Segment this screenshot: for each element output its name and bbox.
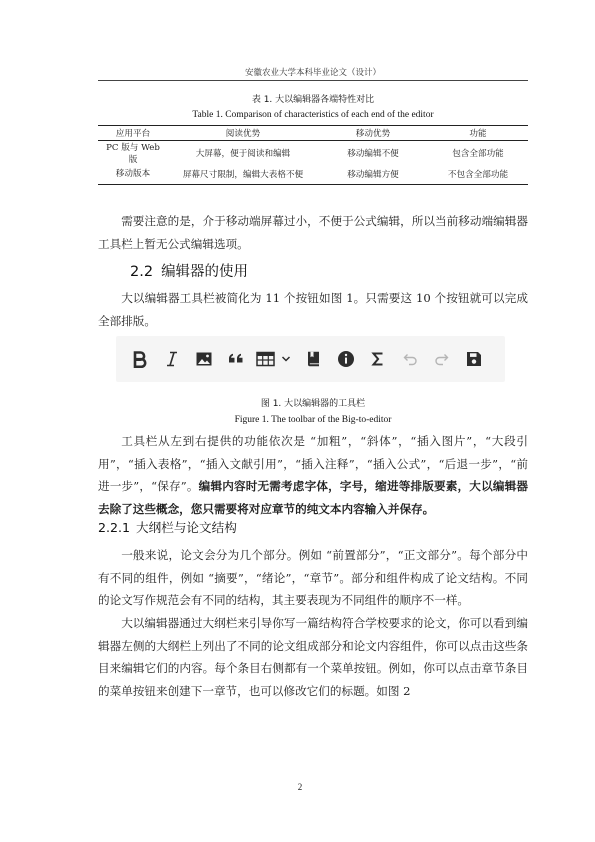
- paragraph-toolbar-functions: [98, 430, 528, 520]
- subsection-heading: [98, 517, 243, 536]
- section-heading: [130, 260, 256, 281]
- section-number: 2.2: [130, 264, 154, 280]
- table-cell: PC 版与 Web 版: [106, 143, 160, 165]
- table-cell: 屏幕尺寸限制，编辑大表格不便: [168, 168, 318, 185]
- paragraph-toolbar-intro: 大以编辑器工具栏被简化为 11 个按钮如图 1。只需要这 10 个按钮就可以完成全部排版。: [98, 291, 528, 328]
- toolbar-functions-text: 工具栏从左到右提供的功能依次是 “加粗”，“斜体”，“插入图片”，“大段引用”，“插入表格”，“插入文献引用”，“插入注释”，“插入公式”，“后退一步”，“前进一步”，“保存”。: [98, 434, 528, 494]
- table-header-cell: 移动优势: [318, 126, 428, 141]
- figure-caption-en: Figure 1. The toolbar of the Big-to-editor: [234, 415, 392, 425]
- image-icon: [188, 343, 220, 375]
- table-header-cell: 功能: [428, 126, 528, 141]
- paragraph-outline-bar: 大以编辑器通过大纲栏来引导你写一篇结构符合学校要求的论文，你可以看到编辑器左侧的大纲栏上列出了不同的论文组成部分和论文内容组件，你可以点击这些条目来编辑它们的内容。每个条目右侧都有一个菜单按钮。例如，你可以点击章节条目的菜单按钮来创建下一章节，也可以修改它们的标题。如图 2: [98, 616, 528, 698]
- comparison-table: [98, 125, 528, 185]
- italic-icon: [156, 343, 188, 375]
- table-caption-cn: 表 1. 大以编辑器各端特性对比: [251, 95, 375, 105]
- quote-icon: [220, 343, 252, 375]
- section-title: 编辑器的使用: [161, 264, 249, 280]
- table-header-row: [98, 126, 528, 141]
- table-row: [98, 141, 528, 169]
- editor-toolbar-figure: [116, 336, 505, 382]
- table-header-cell: 应用平台: [98, 126, 168, 141]
- subsection-title: 大纲栏与论文结构: [136, 520, 237, 535]
- table-row: [98, 168, 528, 185]
- info-icon: [330, 343, 362, 375]
- subsection-number: 2.2.1: [98, 520, 131, 535]
- table-cell: 移动编辑方便: [318, 168, 428, 185]
- redo-icon: [426, 343, 458, 375]
- table-caption-en: Table 1. Comparison of characteristics of each end of the editor: [192, 110, 434, 120]
- running-header: 安徽农业大学本科毕业论文（设计）: [244, 68, 381, 78]
- chevron-down-icon: [278, 343, 294, 375]
- undo-icon: [394, 343, 426, 375]
- sigma-icon: [362, 343, 394, 375]
- table-cell: 移动编辑不便: [347, 148, 399, 159]
- table-icon: [252, 343, 278, 375]
- toolbar-functions-bold-text: 编辑内容时无需考虑字体，字号，缩进等排版要素，大以编辑器去除了这些概念，您只需要将对应章节的纯文本内容输入并保存。: [98, 479, 528, 516]
- table-cell: 大屏幕，便于阅读和编辑: [195, 148, 291, 159]
- header-rule: [98, 80, 528, 81]
- bookmark-icon: [298, 343, 330, 375]
- paragraph-paper-structure: 一般来说，论文会分为几个部分。例如 “前置部分”，“正文部分”。每个部分中有不同的组件，例如 “摘要”，“绪论”，“章节”。部分和组件构成了论文结构。不同的论文写作规范会有不同的结构，其主要表现为不同组件的顺序不一样。: [98, 548, 528, 608]
- bold-icon: [124, 343, 156, 375]
- table-cell: 移动版本: [98, 168, 168, 185]
- figure-caption-cn: 图 1. 大以编辑器的工具栏: [260, 399, 366, 409]
- table-header-cell: 阅读优势: [168, 126, 318, 141]
- table-cell: 包含全部功能: [452, 148, 504, 159]
- paragraph-formula-note: 需要注意的是，介于移动端屏幕过小，不便于公式编辑，所以当前移动端编辑器工具栏上暂无公式编辑选项。: [98, 214, 528, 251]
- save-icon: [458, 343, 490, 375]
- table-cell: 不包含全部功能: [428, 168, 528, 185]
- page-number: 2: [297, 782, 303, 792]
